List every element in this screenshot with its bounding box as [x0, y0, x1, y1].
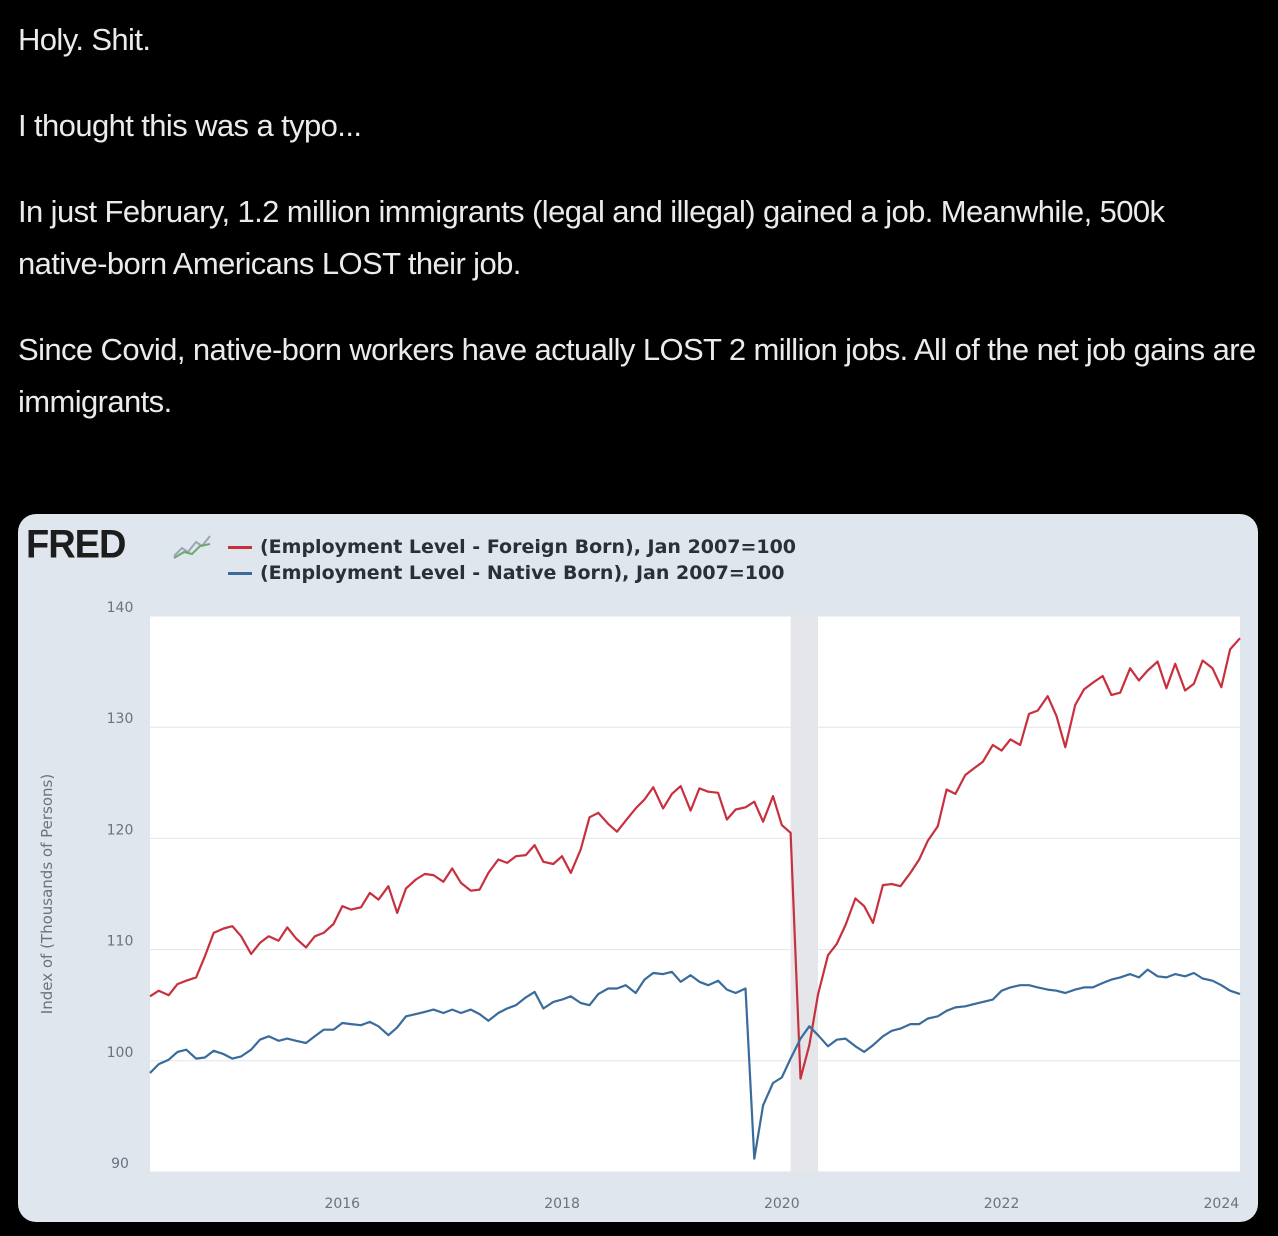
y-tick-label: 140: [106, 600, 134, 616]
x-tick-label: 2022: [983, 1196, 1020, 1212]
y-tick-label: 120: [106, 822, 134, 839]
chart-image[interactable]: [18, 514, 1258, 1222]
legend-label: (Employment Level - Foreign Born), Jan 2007=100: [260, 536, 797, 558]
chart-legend: [228, 534, 796, 586]
post-body: [18, 14, 1258, 462]
legend-label: (Employment Level - Native Born), Jan 2007=100: [260, 562, 785, 584]
y-tick-label: 90: [111, 1156, 129, 1172]
y-tick-label: 100: [106, 1044, 134, 1061]
x-tick-label: 2016: [324, 1196, 361, 1212]
y-tick-label: 130: [106, 711, 134, 728]
y-tick-label: 110: [106, 933, 134, 950]
legend-swatch-foreign-born: [228, 546, 252, 549]
post-paragraph: In just February, 1.2 million immigrants (legal and illegal) gained a job. Meanwhile, 500k native-born Americans LOST their job.: [18, 194, 1165, 281]
line-chart: [18, 514, 1258, 1222]
fred-logo: FRED: [26, 522, 126, 568]
x-tick-label: 2024: [1203, 1196, 1240, 1212]
y-axis-title: Index of (Thousands of Persons): [38, 773, 56, 1015]
post-paragraph: Holy. Shit.: [18, 22, 151, 57]
legend-item-native-born: [228, 560, 796, 586]
post-paragraph: Since Covid, native-born workers have actually LOST 2 million jobs. All of the net job gains are immigrants.: [18, 332, 1256, 419]
plot-area: [150, 616, 1240, 1172]
fred-chart-mark-icon: [172, 532, 212, 560]
recession-shading: [791, 616, 818, 1172]
legend-swatch-native-born: [228, 572, 252, 575]
post-paragraph: I thought this was a typo...: [18, 108, 362, 143]
x-tick-label: 2020: [763, 1196, 800, 1212]
x-tick-label: 2018: [544, 1196, 580, 1212]
legend-item-foreign-born: [228, 534, 796, 560]
